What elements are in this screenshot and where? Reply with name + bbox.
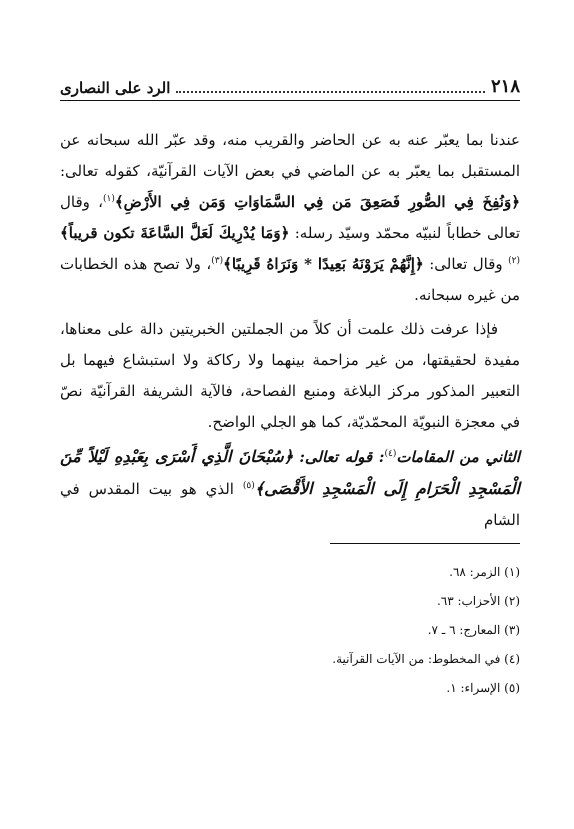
quran-verse-4: ﴿سُبْحَانَ الَّذِي أَسْرَى بِعَبْدِهِ لَيْلاً مِّنَ الْمَسْجِدِ الْحَرَامِ إِلَى الْمَسْجِدِ الأَقْصَى﴾ xyxy=(60,447,520,498)
footnote-divider xyxy=(330,543,520,544)
footnote-ref-1: (١) xyxy=(102,194,115,204)
footnote-2: (٢) الأحزاب: ٦٣. xyxy=(436,594,520,608)
quran-verse-3: ﴿إِنَّهُمْ يَرَوْنَهُ بَعِيدًا * وَنَرَاهُ قَرِيبًا﴾ xyxy=(223,255,424,273)
p3-text: الذي هو بيت المقدس في الشام xyxy=(60,480,520,529)
running-header xyxy=(60,72,520,101)
quran-verse-2: ﴿وَمَا يُدْرِيكَ لَعَلَّ السَّاعَةَ تكون قريباً﴾ xyxy=(60,224,290,242)
footnotes xyxy=(60,558,520,703)
footnote-ref-5: (٥) xyxy=(242,481,255,491)
footnote-ref-2: (٢) xyxy=(508,256,520,266)
section-lead-2: : قوله تعالى: xyxy=(299,448,385,466)
p1-text-3: وقال تعالى: xyxy=(429,255,509,273)
paragraph-1 xyxy=(60,125,520,311)
footnote-4: (٤) في المخطوط: من الآيات القرآنية. xyxy=(332,652,520,666)
p1-text-2: ، وقال تعالى خطاباً لنبيّه محمّد وسيّد رسله: xyxy=(60,193,520,242)
footnote-1: (١) الزمر: ٦٨. xyxy=(449,565,520,579)
p1-text-1: عندنا بما يعبّر عنه به عن الحاضر والقريب منه، وقد عبّر الله سبحانه عن المستقبل بما يعبّر به عن الماضي في بعض الآيات القرآنيّة، كقوله تعالى: xyxy=(60,131,520,180)
paragraph-3 xyxy=(60,441,520,536)
footnote-5: (٥) الإسراء: ١. xyxy=(446,681,520,695)
body-text xyxy=(60,125,520,536)
footnote-ref-4: (٤) xyxy=(384,449,397,459)
footnote-ref-3: (٣) xyxy=(211,256,224,266)
paragraph-2: فإذا عرفت ذلك علمت أن كلاً من الجملتين الخبريتين دالة على معناها، مفيدة لحقيقتها، من غير مزاحمة بينهما ولا ركاكة ولا استبشاع فيهما بل التعبير المذكور مركز البلاغة ومنبع الفصاحة، فالآية الشريفة القرآنيّة نصّ في معجزة النبويّة المحمّديّة، كما هو الجلي الواضح. xyxy=(60,320,520,431)
footnote-3: (٣) المعارج: ٦ ـ ٧. xyxy=(427,623,520,637)
section-lead: الثاني من المقامات xyxy=(396,448,521,466)
running-title: الرد على النصارى xyxy=(60,79,171,97)
p1-text-4: ، ولا تصح هذه الخطابات من غيره سبحانه. xyxy=(60,255,520,304)
quran-verse-1: ﴿وَنُفِخَ فِي الصُّورِ فَصَعِقَ مَن فِي السَّمَاوَاتِ وَمَن فِي الأَرْضِ﴾ xyxy=(114,193,520,211)
header-dotted-leader xyxy=(176,91,485,93)
page-number: ٢١٨ xyxy=(490,76,520,97)
